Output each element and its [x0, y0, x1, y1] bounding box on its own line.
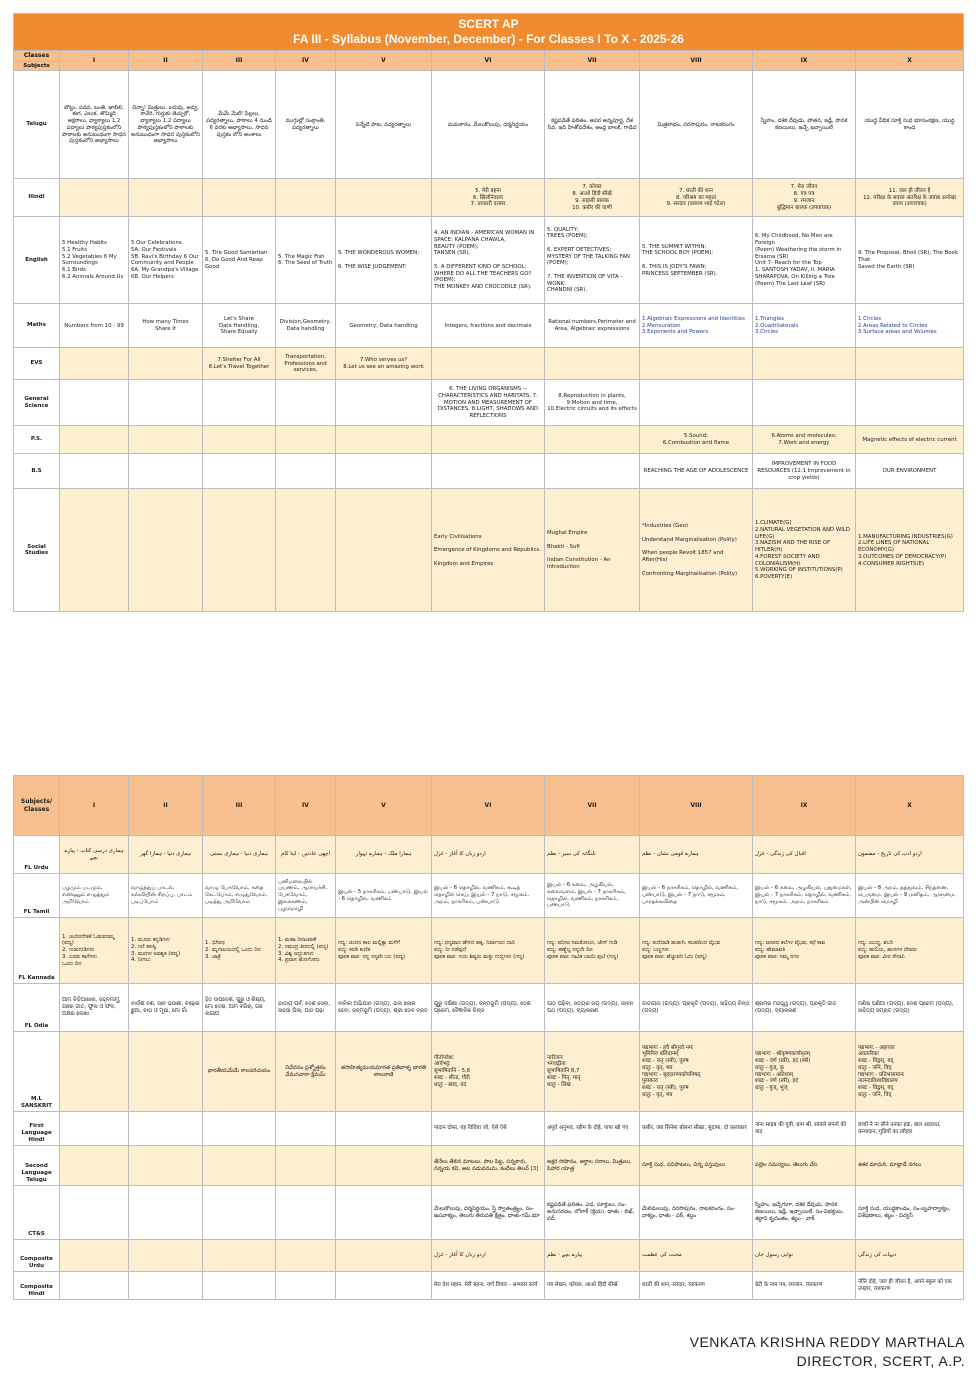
- syllabus-cell: 6. My Childhood, No Men are Foreign (Poem) Weathering the storm in Ersama (SR) Unit 7- Reach for the Top 1. SANTOSH YADAV, II. MARIA SHARAPOVA, On Killing a Tree (Poem) The Last Leaf (SR): [753, 217, 856, 304]
- table-row: [14, 918, 964, 984]
- table-row: [14, 71, 964, 179]
- syllabus-cell: [336, 1272, 432, 1300]
- syllabus-cell: 1. ಚಂದಿರನೇತಕೆ ಓಡುವನಮ್ಮ (ಪದ್ಯ) 2. ಗುಡುಗುಡಿಗಳು 3. ಎರಡು ಕಾಗೆಗಳು ಒಂದು ದಿನ: [60, 918, 129, 984]
- syllabus-cell: Division,Geometry, Data handling: [276, 304, 336, 348]
- syllabus-cell: [753, 380, 856, 426]
- class-header: VIII: [640, 51, 753, 71]
- syllabus-cell: पद्यभागः - अहारकः अवतारिका शब्दः - विद्वस्, यद् धातुः - जनि, विद् गद्यभागः - प्रतिभासमानः नालन्दाविश्वविद्यालय शब्दः - विद्वस्, यद् धातुः - जनि, विद्: [856, 1032, 964, 1112]
- class-header: II: [129, 776, 203, 836]
- syllabus-cell: 1. ಭಿಗಿರಥ 2. ಮೃಗಾಲಯದಲ್ಲಿ ಒಂದು ದಿನ 3. ಜಾತ್ರೆ: [203, 918, 276, 984]
- row-subject: FL Odia: [14, 984, 60, 1032]
- row-subject: Telugu: [14, 71, 60, 179]
- syllabus-cell: Integers, fractions and decimals: [432, 304, 545, 348]
- syllabus-cell: ମଣିଷ ପଣିଆ (ଗଦ୍ୟ), ଦେଶ ପ୍ରେମ (ପଦ୍ୟ), ସାହିତ୍ୟ ସମ୍ରାଟ (ଗଦ୍ୟ): [856, 984, 964, 1032]
- syllabus-cell: இயல் - 8 அறம், தத்துவம், சிந்தனை, பெருமை, இயல் - 9 மனிதம், ஆளுமை, அன்பின் மொழி: [856, 874, 964, 918]
- row-subject: First Language Hindi: [14, 1112, 60, 1146]
- syllabus-cell: இயல் - 6 கலை, அழகியல், கலைவளம், இயல் - 7 நாகரிகம், தொழில், வணிகம், நாகரிகம், பண்பாடு: [545, 874, 640, 918]
- table-row: [14, 426, 964, 454]
- syllabus-cell: [60, 1146, 129, 1186]
- signature-title: DIRECTOR, SCERT, A.P.: [796, 1353, 965, 1369]
- syllabus-cell: [276, 1272, 336, 1300]
- syllabus-cell: మమకారం, మేలుకొలుపు, ధర్మనిర్ణయం: [432, 71, 545, 179]
- table-row: [14, 1272, 964, 1300]
- syllabus-cell: [60, 1112, 129, 1146]
- syllabus-cell: [276, 1146, 336, 1186]
- row-subject: Composite Urdu: [14, 1240, 60, 1272]
- syllabus-cell: మిత్రలాభం, నరసాపురం, నాటకరంగం: [640, 71, 753, 179]
- syllabus-cell: 7. कोयल 8. आओ हिंदी सीखें 9. साहसी बालक 10. कबीर की वाणी: [545, 179, 640, 217]
- syllabus-cell: बच्चों ने ना छीने उनका हक़, बाल अदालत, कन्यादान, गुड़ियों का त्यौहार: [856, 1112, 964, 1146]
- syllabus-cell: 8.Reproduction in plants, 9.Motion and time, 10.Electric circuits and its effects: [545, 380, 640, 426]
- class-header: X: [856, 776, 964, 836]
- syllabus-cell: తేనేలు తేలిన మాటలు, పాల పిట్ట, సన్నకారు, నన్నయ కవి, ఆట పడువనుమ, కందేలు తిలవ్ [3]: [432, 1146, 545, 1186]
- table-row: [14, 489, 964, 612]
- syllabus-cell: வாழ்த்துப் பாடல், கல்வியின் சிறப்பு, பாடம் படிப்போம்: [129, 874, 203, 918]
- syllabus-cell: పల్లెల సమస్యలు, తెలుగు చేస: [753, 1146, 856, 1186]
- row-subject: General Science: [14, 380, 60, 426]
- syllabus-cell: [203, 380, 276, 426]
- row-subject: Second Language Telugu: [14, 1146, 60, 1186]
- syllabus-cell: இயல் - 6 தொழில், வணிகம், கூடித் தொழில் செய், இயல் - 7 நாடு, சமூகம், அறம், நாகரிகம், பண்பாடு: [432, 874, 545, 918]
- syllabus-cell: IMPROVEMENT IN FOOD RESOURCES (12.1 Improvement in crop yields): [753, 454, 856, 489]
- syllabus-cell: पत्र लेखन, कोयल, आओ हिंदी सीखें: [545, 1272, 640, 1300]
- syllabus-cell: 7. धरती की शान 8. परिश्रम का महत्व 9. सरदार (वल्लभ भाई पटेल): [640, 179, 753, 217]
- syllabus-cell: Numbers from 10 - 99: [60, 304, 129, 348]
- syllabus-cell: [276, 426, 336, 454]
- syllabus-cell: பனிமலையில் பயணம், ஆராய்ச்சி, பேசுவோம், இலக்கணம், பழமொழி: [276, 874, 336, 918]
- syllabus-cell: ଜାତୀୟତା (ଗଦ୍ୟ), ପ୍ରକୃତି (ପଦ୍ୟ), ସାହିତ୍ୟ ଚିନ୍ତା (ଗଦ୍ୟ): [640, 984, 753, 1032]
- syllabus-cell: पद्यभागः - श्रीकृष्णकर्णामृतम् शब्दः - वर्ण (स्त्री), इदं (स्त्री) धातुः - युज्, कृ गद्यभागः - अतिथ्यम् शब्दः - वर्ण (स्त्री), इदं धातुः - युज्, भुज्: [753, 1032, 856, 1112]
- syllabus-cell: [336, 489, 432, 612]
- syllabus-cell: OUR ENVIRONMENT: [856, 454, 964, 489]
- syllabus-cell: [60, 489, 129, 612]
- subjects-classes-label: Subjects/ Classes: [14, 776, 60, 836]
- syllabus-cell: Mughal Empire Bhakti - Sufi Indian Constitution - An Introduction: [545, 489, 640, 612]
- syllabus-cell: [60, 179, 129, 217]
- syllabus-cell: ముగ్గుల్లో సంక్రాంతి, పద్యరత్నాలు: [276, 71, 336, 179]
- syllabus-cell: [432, 454, 545, 489]
- syllabus-cell: సూక్తి సుధ, యుద్ధకాండం, సం-బృహద్వాక్యం, విశేషణాలు, శబ్దం - విద్వస్: [856, 1186, 964, 1240]
- row-subject: Maths: [14, 304, 60, 348]
- table-row: [14, 179, 964, 217]
- syllabus-cell: 6. THE LIVING ORGANISMS -- CHARACTERISTICS AND HABITATS, 7. MOTION AND MEASUREMENT OF DISTANCES, 8.LIGHT, SHADOWS AND REFLECTIONS: [432, 380, 545, 426]
- syllabus-cell: 5. THE WONDEROUS WOMEN; 6. THE WISE JUDGEMENT:: [336, 217, 432, 304]
- syllabus-cell: இயல் - 6 நாகரிகம், தொழில், வணிகம், பண்பாடு, இயல் - 7 நாடு, சமூகம், பாரதக்கவிதை: [640, 874, 753, 918]
- syllabus-cell: 4. AN INDIAN - AMERICAN WOMAN IN SPACE: KALPANA CHAWLA, BEAUTY (POEM); TANSEN (SR), 5. A DIFFERENT KIND OF SCHOOL; WHERE DO ALL THE TEACHERS GO? (POEM); THE MONKEY AND CROCODILE (SR).: [432, 217, 545, 304]
- title-org: SCERT AP: [458, 17, 519, 31]
- syllabus-cell: اچھی عادتیں - اپنا کام: [276, 836, 336, 874]
- syllabus-cell: [203, 1240, 276, 1272]
- syllabus-cell: [336, 1112, 432, 1146]
- syllabus-cell: कबीर, जब सिनेमा बोलना सीखा, सुदामा, दो कलाकार: [640, 1112, 753, 1146]
- class-header: X: [856, 51, 964, 71]
- syllabus-cell: [203, 1272, 276, 1300]
- syllabus-cell: భారతీయమేమే కాలపరిచయం: [203, 1032, 276, 1112]
- syllabus-table-part2: [13, 775, 964, 1300]
- table-row: [14, 348, 964, 380]
- syllabus-cell: ہمارے قومی نشان - نظم: [640, 836, 753, 874]
- syllabus-cell: [203, 1146, 276, 1186]
- signature-block: [690, 1333, 965, 1371]
- syllabus-cell: [276, 489, 336, 612]
- table-row: [14, 1186, 964, 1240]
- syllabus-cell: [336, 1146, 432, 1186]
- syllabus-cell: [129, 1272, 203, 1300]
- class-header: IV: [276, 51, 336, 71]
- syllabus-cell: [276, 1240, 336, 1272]
- syllabus-cell: [276, 1186, 336, 1240]
- syllabus-cell: [276, 454, 336, 489]
- syllabus-cell: ہمارا ملک - ہمارے تہوار: [336, 836, 432, 874]
- syllabus-cell: పెన్నేటి పాట, పద్యరత్నాలు: [336, 71, 432, 179]
- syllabus-cell: धरती की शान, सरदार, व्याकरण: [640, 1272, 753, 1300]
- row-subject: Composite Hindi: [14, 1272, 60, 1300]
- syllabus-cell: ಗದ್ಯ: ಕುಣಿದಾಡಿ ಹುಡುಗಿ, ಕಲಹದಿಂದ ವೈಭವ ಪದ್ಯ: ಬಣ್ಣಗಳು ಪೂರಕ ಪಾಠ: ಹೆಚ್ಚುವರಿ ಓದು (ಪದ್ಯ): [640, 918, 753, 984]
- syllabus-cell: बेटी के नाम पत्र, रमजान, व्याकरण: [753, 1272, 856, 1300]
- syllabus-cell: Early Civilisations Emergence of Kingdoms and Republics. Kingdom and Empires: [432, 489, 545, 612]
- syllabus-cell: இயல் - 5 நாகரிகம், பண்பாடு, இயல் - 6 தொழில், வணிகம்: [336, 874, 432, 918]
- classes-label: Classes: [14, 51, 60, 62]
- table-row: [14, 454, 964, 489]
- syllabus-cell: కష్టపడితే ఫలితం, అపర అన్నపూర్ణ, దేశ సేవ, ఇది హితోపదేశం, ఆంధ్ర బాలకి, గాడిద: [545, 71, 640, 179]
- signature-name: VENKATA KRISHNA REDDY MARTHALA: [689, 1334, 965, 1350]
- syllabus-cell: ಗದ್ಯ: ಪರಿಸರ ಸಮತೋಲನ, ಜೇನ್ ಗುಡಿ ಪದ್ಯ: ಹಣ್ಣೆಲ್ಲ ನನ್ನದೇ ದಿನ ಪೂರಕ ಪಾಠ: ನಾವಿಕ ಬಾಯಿ ಪುಲೆ (ಗದ್ಯ): [545, 918, 640, 984]
- syllabus-cell: [856, 380, 964, 426]
- table-row: [14, 836, 964, 874]
- class-header: V: [336, 776, 432, 836]
- syllabus-cell: [432, 348, 545, 380]
- syllabus-cell: نوابی رسول خان: [753, 1240, 856, 1272]
- syllabus-cell: శతక మాధురి, మాట్లాడే నగలు: [856, 1146, 964, 1186]
- class-header: II: [129, 51, 203, 71]
- syllabus-cell: வாழு பேசுவோம், கதை கேட்போம், எழுதுவோம், படித்து அறிவோம்: [203, 874, 276, 918]
- syllabus-cell: 5.Sound; 6.Combustion and flame: [640, 426, 753, 454]
- syllabus-cell: బొట్టు, పడవ, బంతి, జాబిలి, ఈగ, ఎలుక, తొమ్మిది అక్షరాలు, వ్యాక్యాలు 1,2 పద్యాలు పాఠ్యపుస్తకంలోని పాఠాలకు అనుబంధంగా సాధన పుస్తకంలోని అభ్యాసాలు: [60, 71, 129, 179]
- syllabus-cell: 1. ಮೂರು ಕನ್ನಡಿಗಳು 2. ಗಣಿ ತಪಸ್ವಿ 3. ಮರಗಳ ಅವಶ್ಯಕ (ಪದ್ಯ) 4. ನೀಗಲು: [129, 918, 203, 984]
- syllabus-cell: చిన్నా! మిత్రులు, బరువు, అవ్వ, కావేరి, గుర్తుకు తెచ్చుకో, వ్యాక్యాలు 1,2 పద్యాలు పాఠ్యపుస్తకంలోని పాఠాలకు అనుబంధంగా సాధన పుస్తకంలోని అభ్యాసాలు: [129, 71, 203, 179]
- syllabus-cell: [60, 1186, 129, 1240]
- syllabus-cell: [545, 426, 640, 454]
- syllabus-cell: [753, 348, 856, 380]
- syllabus-cell: 9. The Proposal, Bholi (SR), The Book That Saved the Earth (SR): [856, 217, 964, 304]
- syllabus-cell: اردو ادب کی تاریخ - مضمون: [856, 836, 964, 874]
- syllabus-cell: 1.Algebraic Expressions and Identities 2.Mensuration 3.Exponents and Powers: [640, 304, 753, 348]
- syllabus-cell: 7. मेरा जीवन 8. पत्र पत्र 9. रमजान बुद्धिमान बालक (उपवाचक): [753, 179, 856, 217]
- syllabus-cell: సూక్తి సుధ, పనిపాటలు, చిన్న వస్తువులు: [640, 1146, 753, 1186]
- syllabus-cell: गीतोपदेशः आर्यभट्टः सुभाषितानि - 5,6 शब्दः - सीता, गौरी धातुः - खाद, वद: [432, 1032, 545, 1112]
- syllabus-cell: [60, 1272, 129, 1300]
- syllabus-cell: [129, 1240, 203, 1272]
- syllabus-cell: இயல் - 6 கலை, அழகியல், பதுமைகள், இயல் - 7 நாகரிகம், தொழில், வணிகம், நாடு, சமூகம், அறம், நாகரிகம்: [753, 874, 856, 918]
- class-header: VI: [432, 776, 545, 836]
- table-row: [14, 217, 964, 304]
- syllabus-cell: [336, 1186, 432, 1240]
- syllabus-table-part1: [13, 13, 964, 612]
- syllabus-cell: [640, 380, 753, 426]
- syllabus-cell: కష్టపడితే ఫలితం, ఎడ, సూక్తులు, సం-అనుసరణం, లోలాక్ (క్రియ), ధాతు - లిఖ్, వద్: [545, 1186, 640, 1240]
- syllabus-cell: [129, 1032, 203, 1112]
- syllabus-cell: ہماری دنیا - ہماری بستی: [203, 836, 276, 874]
- syllabus-cell: [129, 1186, 203, 1240]
- table-row: [14, 1032, 964, 1112]
- table-row: [14, 984, 964, 1032]
- syllabus-cell: ଶ୍ରମର ମହତ୍ତ୍ୱ (ଗଦ୍ୟ), ପ୍ରକୃତି ଗୀତ (ପଦ୍ୟ), ବ୍ୟାକରଣ: [753, 984, 856, 1032]
- syllabus-cell: 7.Who serves us? 8.Let us see an amazing work: [336, 348, 432, 380]
- syllabus-cell: [129, 454, 203, 489]
- syllabus-cell: Transportation, Professions and services,: [276, 348, 336, 380]
- syllabus-cell: [60, 426, 129, 454]
- syllabus-cell: Geometry, Data handling: [336, 304, 432, 348]
- syllabus-cell: యుద్ధ వీధిక సూక్తి సుధ భూసంరక్షణ, యుద్ధ కాండ: [856, 71, 964, 179]
- syllabus-cell: [203, 1186, 276, 1240]
- class-header: VIII: [640, 776, 753, 836]
- syllabus-cell: నివేదనం ప్రశ్నోత్తరం వేమనవారా క్షేమమ్: [276, 1032, 336, 1112]
- class-header: VI: [432, 51, 545, 71]
- syllabus-cell: تلنگانہ کی سیر - نظم: [545, 836, 640, 874]
- syllabus-cell: ପାଠ ପଢ଼ିବା, ସତ୍ୟର ଜୟ (ଗଦ୍ୟ), ଜୀବନ ପଥ (ପଦ୍ୟ), ବ୍ୟାକରଣ: [545, 984, 640, 1032]
- syllabus-cell: స్నేహం, దశిక దేవుడు, పోతన, ఇడ్లీ, పానక కణయిలు, ఇచ్చే ఇచ్చాయిలే: [753, 71, 856, 179]
- syllabus-cell: பழமும் படமும், எண்ணும் எழுத்தும் அறிவோம்: [60, 874, 129, 918]
- class-header: III: [203, 51, 276, 71]
- row-subject: English: [14, 217, 60, 304]
- syllabus-cell: How many Times Share It: [129, 304, 203, 348]
- syllabus-cell: అక్షర సోపానం, అర్ధాల సరాలు, మిత్రులు, పిహార యాత్ర: [545, 1146, 640, 1186]
- syllabus-cell: 6.Atoms and molecules; 7.Work and energy: [753, 426, 856, 454]
- syllabus-cell: *Industries (Geo) Understand Marginalisation (Polity) When people Revolt 1857 and After(His) Confronting Marginalisation (Polity): [640, 489, 753, 612]
- row-subject: FL Urdu: [14, 836, 60, 874]
- syllabus-cell: [203, 489, 276, 612]
- page-title: [14, 14, 964, 51]
- syllabus-cell: 5. मेरी बहना 6. खिलौनेवाला 7. तरकारी दरबार: [432, 179, 545, 217]
- syllabus-cell: [640, 348, 753, 380]
- class-header: IX: [753, 776, 856, 836]
- syllabus-cell: 5 Our Celebrations 5A. Our Festivals 5B. Ravi's Birthday 6 Our Community and People 6A. My Grandpa's Village 6B. Our Helpers: [129, 217, 203, 304]
- syllabus-cell: [432, 426, 545, 454]
- syllabus-cell: [276, 179, 336, 217]
- syllabus-cell: [60, 1240, 129, 1272]
- syllabus-cell: محنت کی عظمت: [640, 1240, 753, 1272]
- syllabus-cell: ہماری درسی کتاب - پیارے بچے: [60, 836, 129, 874]
- syllabus-cell: 1.MANUFACTURING INDUSTRIES(G) 2.LIFE LINES OF NATIONAL ECONOMY(G) 3.OUTCOMES OF DEMOCRACY(P) 4.CONSUMER RIGHTS(E): [856, 489, 964, 612]
- syllabus-cell: ହିତ ଉପଦେଶ, ଗୁରୁ ଓ ଶିଷ୍ୟ, ମୋ ଦେଶ, ଆମ ବଗିଚା, ଗଛ ଲଗାଅ: [203, 984, 276, 1032]
- syllabus-cell: 1.CLIMATE(G) 2.NATURAL VEGETATION AND WILD LIFE(G) 3.NAZISM AND THE RISE OF HITLER(H) 4.FOREST SOCIETY AND COLONIALISM(H) 5.WORKING OF INSTITUTIONS(P) 6.POVERTY(E): [753, 489, 856, 612]
- table-body-part1: [14, 71, 964, 612]
- syllabus-cell: اردو زبان کا آغاز - غزل: [432, 836, 545, 874]
- class-header: V: [336, 51, 432, 71]
- syllabus-cell: पद्यभागः - हवै श्रीगुरवे नमः भूमिपिव बलिदानम् शब्दः - रातृ (स्त्री), पुरुष धातुः - वृत्, भव गद्यभागः - बृहदारण्यकोपनिषत् पुरस्कारः शब्दः - रातृ (स्त्री), पुरुष धातुः - वृत्, भव: [640, 1032, 753, 1112]
- syllabus-cell: ବାଳିକା ଅଭିଯାନ (ଗଦ୍ୟ), ଭଲ ଲୋକ ହେବା, ଜନ୍ମଭୂମି (ପଦ୍ୟ), ଶ୍ରୀ ଦେବ ବ୍ରତ: [336, 984, 432, 1032]
- syllabus-cell: ಗದ್ಯ: ಚಂದನ ಕಾಲ ಮಲ್ಲಿಕ್ಯಾ ಮಳೆಗೆ ಪದ್ಯ: ಕರಡಿ ಕುಣಿತ ಪೂರಕ ಪಾಠ: ನನ್ನ ಸಸ್ಯವೇ ಬಲ (ಪದ್ಯ): [336, 918, 432, 984]
- syllabus-cell: اقبال کی زندگی - غزل: [753, 836, 856, 874]
- table-row: [14, 304, 964, 348]
- syllabus-cell: [129, 179, 203, 217]
- syllabus-cell: 5. The Magic Fish 6. The Seed of Truth: [276, 217, 336, 304]
- row-subject: EVS: [14, 348, 60, 380]
- table-row: [14, 874, 964, 918]
- syllabus-cell: 11. जल ही जीवन है 12. परीक्षा के सवाल अंतरिक्ष के जवाब अनोखा उपाय (उपवाचक): [856, 179, 964, 217]
- syllabus-cell: [203, 1112, 276, 1146]
- syllabus-cell: [545, 348, 640, 380]
- syllabus-cell: [336, 179, 432, 217]
- syllabus-cell: Magnetic effects of electric current: [856, 426, 964, 454]
- syllabus-cell: [129, 1112, 203, 1146]
- syllabus-cell: [129, 426, 203, 454]
- syllabus-cell: Rational numbers,Perimeter and Area, Algebraic expressions: [545, 304, 640, 348]
- syllabus-cell: తసాహిత్యమయమారత ప్రతివాళ్ళ భారతి బాలవాణి: [336, 1032, 432, 1112]
- syllabus-cell: 5. The Good Samaritan 6. Do Good And Reap Good: [203, 217, 276, 304]
- row-subject: FL Kannada: [14, 918, 60, 984]
- table-body-part2: [14, 836, 964, 1300]
- syllabus-cell: [336, 1240, 432, 1272]
- syllabus-cell: 5. QUALITY; TREES (POEM); 6. EXPERT DETECTIVES; MYSTERY OF THE TALKING FAN (POEM); 7. THE INVENTION OF VITA - WONK; CHANDNI (SR).: [545, 217, 640, 304]
- syllabus-cell: ଗୁରୁ ଦକ୍ଷିଣା (ଗଦ୍ୟ), ଜନ୍ମଭୂମି (ପଦ୍ୟ), ଦେଶ ପ୍ରେମ, ବୈଜ୍ଞାନିକ ଚିନ୍ତା: [432, 984, 545, 1032]
- class-header: III: [203, 776, 276, 836]
- table-row: [14, 1112, 964, 1146]
- row-subject: B.S: [14, 454, 60, 489]
- row-subject: CT&S: [14, 1186, 60, 1240]
- syllabus-cell: [336, 454, 432, 489]
- syllabus-cell: ಗದ್ಯ: ಧನ್ಯವಾದ ಹೇಳಿದ ಹಕ್ಕಿ, ನಿರ್ವಾಣದ ದಾರಿ ಪದ್ಯ: ನೀ ನಡೆವುದೆ ಪೂರಕ ಪಾಠ: ಗುರು ಶಿಷ್ಯರು ಮತ್ತು ಗುಬ್ಬಿಗಳು (ಗದ್ಯ): [432, 918, 545, 984]
- title-main: FA III - Syllabus (November, December) - For Classes I To X - 2025-26: [293, 32, 684, 46]
- syllabus-cell: 7.Shelter For All 8.Let's Travel Together: [203, 348, 276, 380]
- row-subject: FL Tamil: [14, 874, 60, 918]
- syllabus-cell: [60, 454, 129, 489]
- syllabus-cell: ہماری دنیا - ہمارا گھر: [129, 836, 203, 874]
- syllabus-cell: [276, 1112, 336, 1146]
- table-row: [14, 1146, 964, 1186]
- class-header: I: [60, 51, 129, 71]
- syllabus-cell: [129, 380, 203, 426]
- syllabus-cell: नीति दोहे, जल ही जीवन है, अपने स्कूल को एक उपहार, व्याकरण: [856, 1272, 964, 1300]
- syllabus-cell: [336, 380, 432, 426]
- syllabus-cell: [129, 489, 203, 612]
- syllabus-cell: नारीजनः भगवद्गीता सुभाषितानि 6,7 शब्दः - पितृ, मातृ धातुः - लिख: [545, 1032, 640, 1112]
- syllabus-cell: [856, 348, 964, 380]
- table-row: [14, 380, 964, 426]
- syllabus-cell: 5 Healthy Habits 5.1 Fruits 5.2 Vegetables 6 My Surroundings 6.1 Birds 6.2 Animals Around Us: [60, 217, 129, 304]
- class-header: IV: [276, 776, 336, 836]
- syllabus-cell: [276, 380, 336, 426]
- syllabus-cell: [60, 380, 129, 426]
- syllabus-cell: 1. ಮಹಾ ದಿನಾಚರಣೆ 2. ಸಮುದ್ರ ತೀರದಲ್ಲಿ (ಪದ್ಯ) 3. ವಿಶ್ವ ಅದ್ಭುತಗಳು 4. ಪ್ರವಾಸ ಹೋಗೋಣ: [276, 918, 336, 984]
- syllabus-cell: پیارے بچے - نظم: [545, 1240, 640, 1272]
- syllabus-cell: [129, 348, 203, 380]
- syllabus-cell: Let's Share Data Handling, Share Equally: [203, 304, 276, 348]
- syllabus-cell: మేలుకొలుపు, ధర్మనిర్ణయం, స్త్రీ స్వాతంత్ర్యం, సం-ఉపవాక్యం, తెలుగు తిరుపతి క్షేత్రం, ధాతు-గమ్,భూ: [432, 1186, 545, 1240]
- syllabus-cell: REACHING THE AGE OF ADOLESCENCE: [640, 454, 753, 489]
- syllabus-cell: [129, 1146, 203, 1186]
- syllabus-cell: ଜାତୀୟ ପର୍ବ, ଦେଶ ସେବା, ସାହସୀ ପିଲା, ପାଠ ପଢ଼ା: [276, 984, 336, 1032]
- syllabus-cell: 5. THE SUMMIT WITHIN; THE SCHOOL BOY (POEM); 6. THIS IS JODY'S FAWN; PRINCESS SEPTEMBER (SR).: [640, 217, 753, 304]
- syllabus-cell: [60, 348, 129, 380]
- syllabus-cell: స్నేహం, ఇచ్చేగుగా, దశిక దేవుడు, పానక కణయిలు, ఇడ్లీ, ఇచ్చాయిలే, సం-విభక్తులు, శబ్దాని కృదంతం, శబ్దం - వాక్: [753, 1186, 856, 1240]
- syllabus-cell: [203, 179, 276, 217]
- syllabus-cell: नादान दोस्त, यह विदिया जो, ऐसे ऐसे: [432, 1112, 545, 1146]
- row-subject: Hindi: [14, 179, 60, 217]
- row-subject: P.S.: [14, 426, 60, 454]
- subjects-label: Subjects: [14, 61, 60, 71]
- table-row: [14, 1240, 964, 1272]
- syllabus-cell: 1.Triangles 2.Quadrilaterals 3.Circles: [753, 304, 856, 348]
- syllabus-cell: [545, 454, 640, 489]
- syllabus-cell: [203, 454, 276, 489]
- syllabus-cell: اردو زبان کا آغاز - غزل: [432, 1240, 545, 1272]
- class-header: VII: [545, 776, 640, 836]
- syllabus-cell: [203, 426, 276, 454]
- syllabus-cell: ಗದ್ಯ: ಯುದ್ಧ, ಶಬರಿ ಪದ್ಯ: ಹುಲಿಯ, ಹಂಸಗಳ ದೇವರು ಪೂರಕ ಪಾಠ: ವೀರ ಸೇನಾನಿ: [856, 918, 964, 984]
- class-header: I: [60, 776, 129, 836]
- syllabus-cell: ବାଉଁଶ ବଣ, ସାନ ଭଉଣୀ, ଚଢ଼େଇ ଛୁଆ, ବାଘ ଓ ମୂଷା, ମୋ ଗାଁ: [129, 984, 203, 1032]
- class-header: VII: [545, 51, 640, 71]
- row-subject: M.L SANSKRIT: [14, 1032, 60, 1112]
- syllabus-cell: 1.Circles 2.Areas Related to Circles 3.Surface areas and Volumes: [856, 304, 964, 348]
- syllabus-cell: [336, 426, 432, 454]
- syllabus-cell: మేలిమలుపు, నరసాపురం, నాటకరంగం, సం-వాక్యం, ధాతు - పఠ్, శబ్దం: [640, 1186, 753, 1240]
- syllabus-cell: మేమే మేటి! పిల్లలు, పద్యరత్నాలు, పాఠాలు 4 నుండి 6 వరకు అభ్యాసాలు, సాధన పుస్తకం లోని అంశాలు: [203, 71, 276, 179]
- syllabus-cell: [60, 1032, 129, 1112]
- syllabus-cell: ಗದ್ಯ: ಜನಪದ ಕಲೆಗಳ ವೈಭವ, ಕಥೆ ಕಾವ ಪದ್ಯ: ಹೇಮಾವತಿ ಪೂರಕ ಪಾಠ: ನಮ್ಮ ನಗರ: [753, 918, 856, 984]
- syllabus-cell: دیہات کی زندگی: [856, 1240, 964, 1272]
- class-header: IX: [753, 51, 856, 71]
- syllabus-cell: ଆମ ଚିଡ଼ିଆଖାନା, ଜହ୍ନମାମୁ, ଗଛର ଗୀତ, ଫୁଲ ଓ ଫଳ, ଅକ୍ଷର ଲେଖା: [60, 984, 129, 1032]
- syllabus-cell: नाना साहब की पुत्री, ग्राम श्री, सांवले सपनों की याद: [753, 1112, 856, 1146]
- syllabus-cell: अपूर्व अनुभव, रहीम के दोहे, पापा खो गए: [545, 1112, 640, 1146]
- syllabus-cell: मेरा देश महान, मेरी बहना, वर्ण विचार - अभ्यास कार्य: [432, 1272, 545, 1300]
- row-subject: Social Studies: [14, 489, 60, 612]
